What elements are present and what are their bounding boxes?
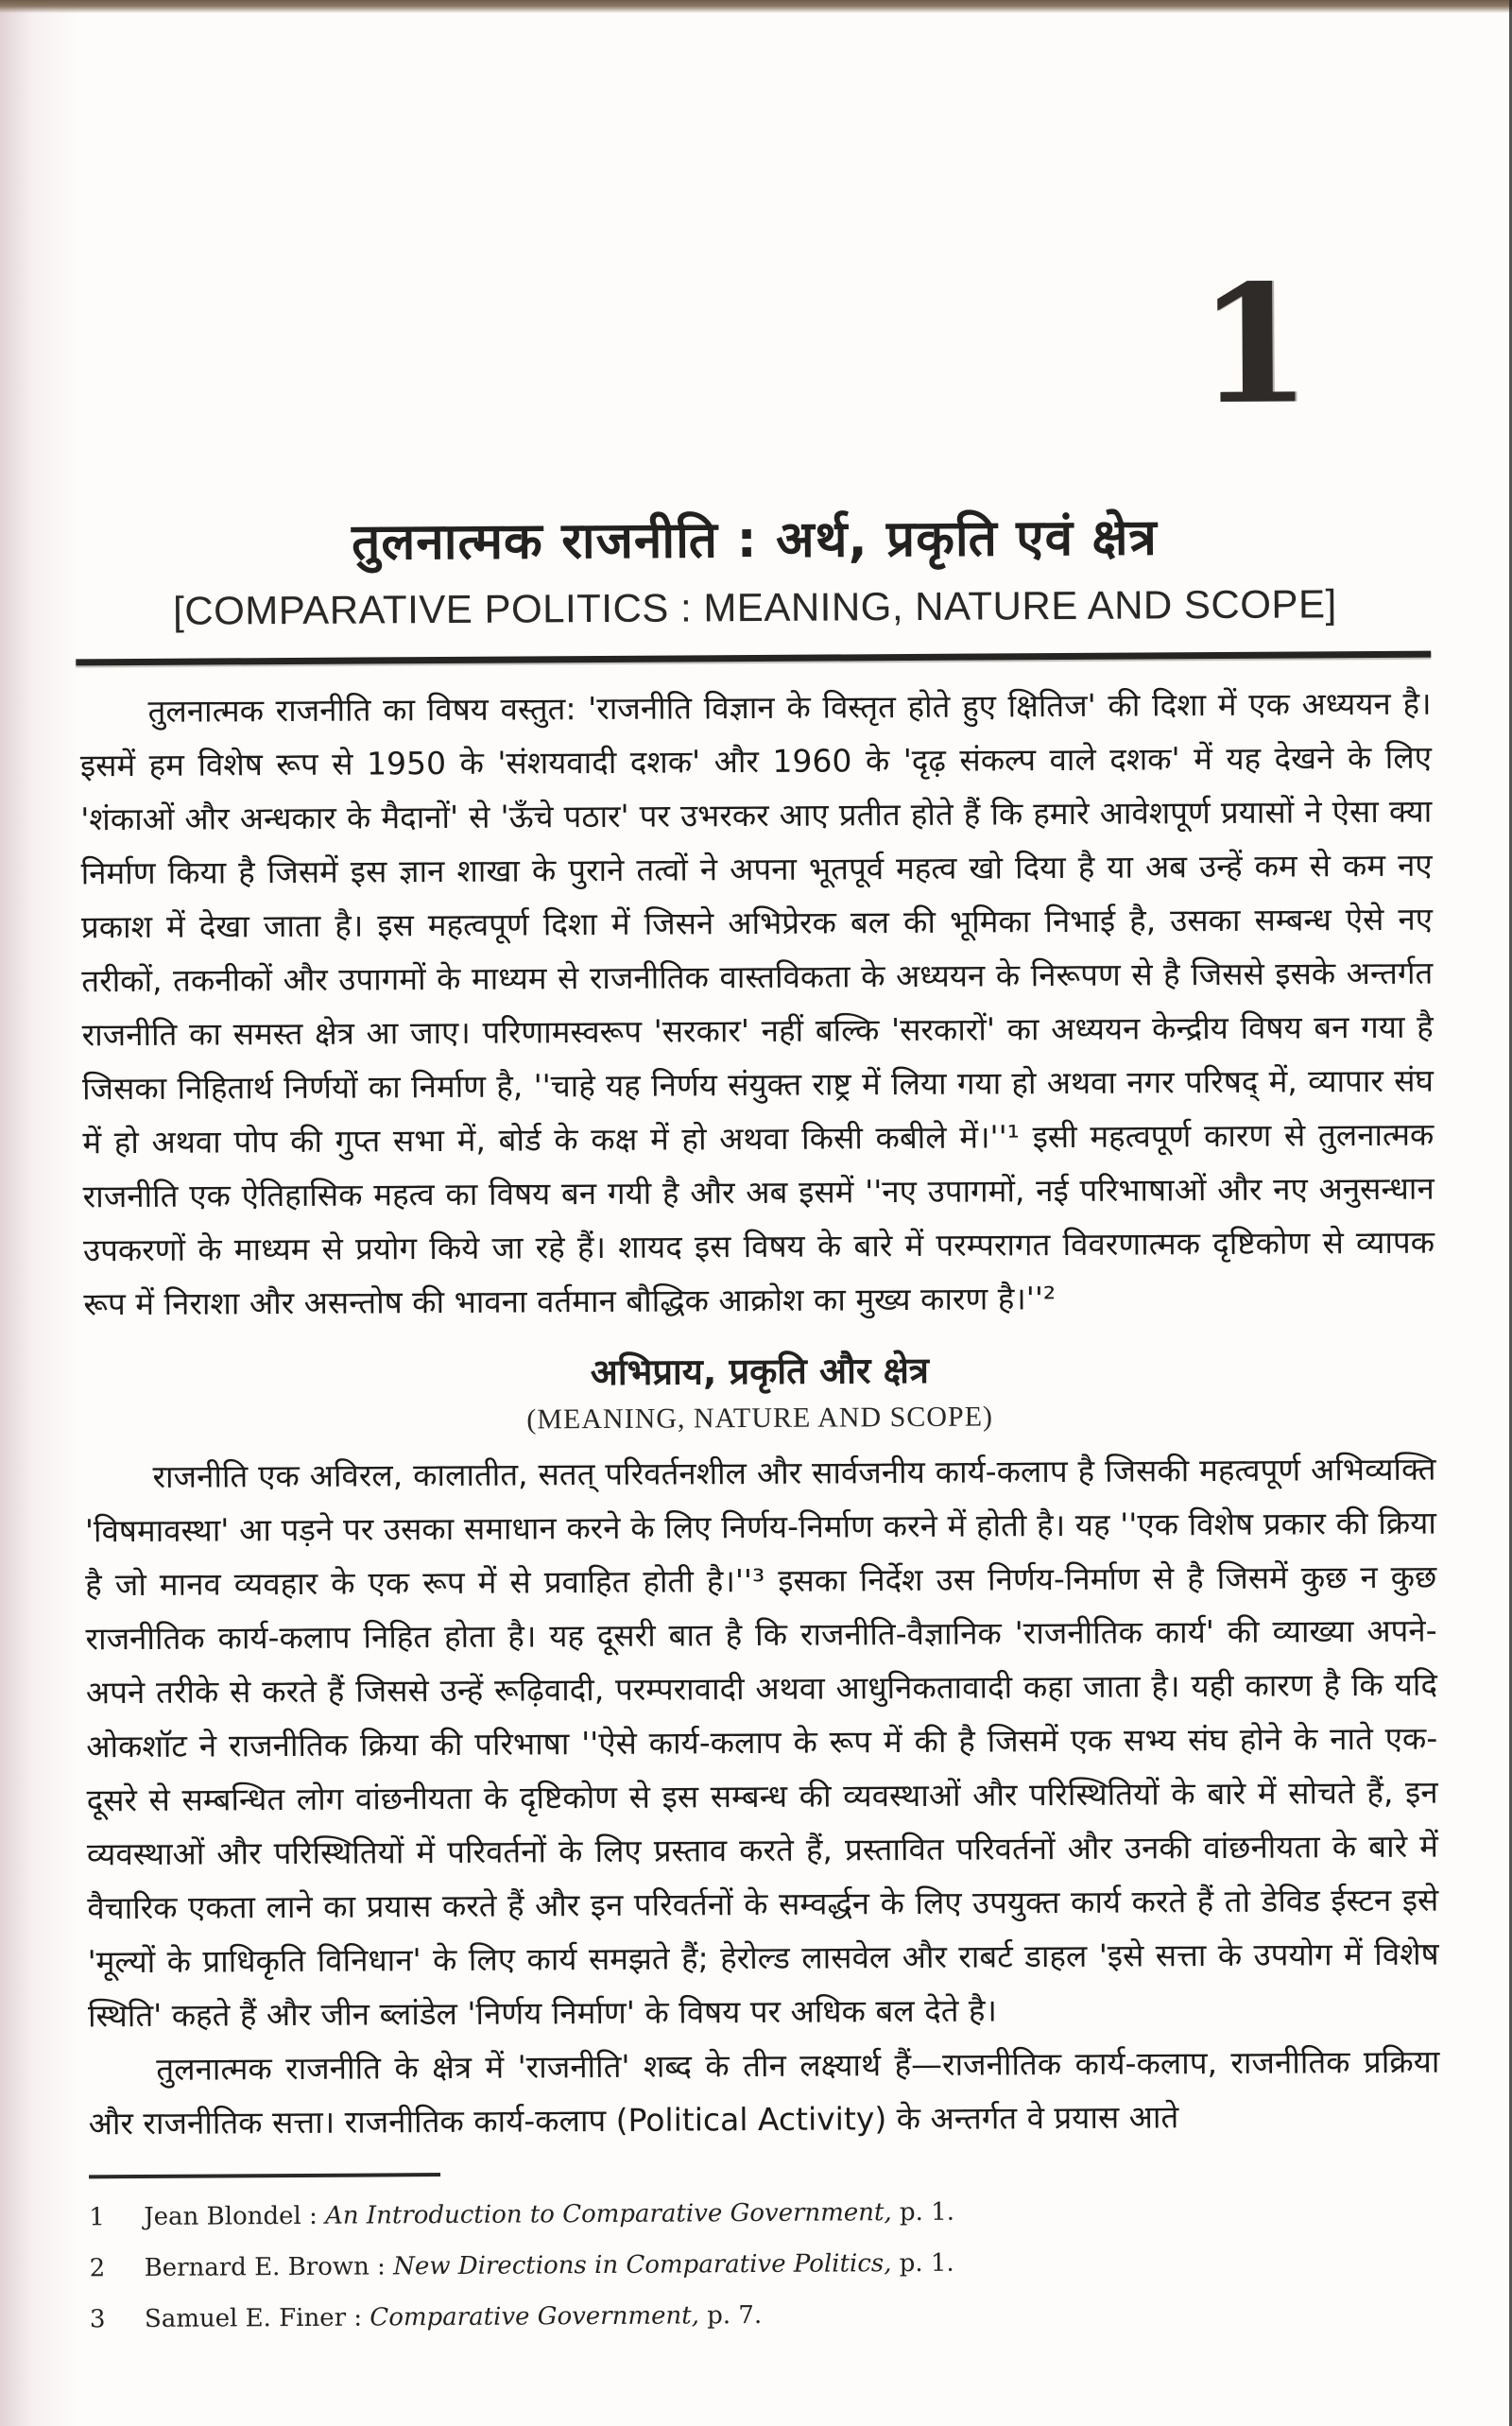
footnote-author: Samuel E. Finer : — [144, 2303, 370, 2333]
footnote-number: 1 — [89, 2203, 105, 2232]
chapter-title-english: [COMPARATIVE POLITICS : MEANING, NATURE AND SCOPE] — [173, 581, 1337, 633]
three-meanings-paragraph: तुलनात्मक राजनीति के क्षेत्र में 'राजनीति' शब्द के तीन लक्ष्यार्थ हैं—राजनीतिक कार्य-कलाप, राजनीतिक प्रक्रिया और राजनीतिक सत्ता। राजनीतिक कार्य-कलाप (Political Activity) के अन्तर्गत वे प्रयास आते — [88, 2042, 1440, 2142]
footnote-number: 3 — [89, 2305, 106, 2334]
footnote-citation — [144, 2184, 1440, 2243]
footnote-citation — [145, 2286, 1441, 2345]
footnote-row — [89, 2184, 1440, 2244]
footnote-title: Comparative Government, — [369, 2301, 700, 2332]
chapter-title-hindi: तुलनात्मक राजनीति : अर्थ, प्रकृति एवं क्षेत्र — [352, 508, 1158, 572]
footnote-page-ref: p. 7. — [698, 2300, 763, 2331]
footnote-row — [90, 2286, 1441, 2346]
title-divider — [76, 651, 1431, 666]
footnote-page-ref: p. 1. — [891, 2248, 954, 2279]
footnote-title: New Directions in Comparative Politics, — [393, 2249, 892, 2281]
meaning-nature-scope-paragraph: राजनीति एक अविरल, कालातीत, सतत् परिवर्तनशील और सार्वजनीय कार्य-कलाप है जिसकी महत्वपूर्ण अभिव्यक्ति 'विषमावस्था' आ पड़ने पर उसका समाधान करने के लिए निर्णय-निर्माण करने में होती है। यह ''एक विशेष प्रकार की क्रिया है जो मानव व्यवहार के एक रूप में से प्रवाहित होती है।''³ इसका निर्देश उस निर्णय-निर्माण से है जिसमें कुछ न कुछ राजनीतिक कार्य-कलाप निहित होता है। यह दूसरी बात है कि राजनीति-वैज्ञानिक 'राजनीतिक कार्य' की व्याख्या अपने-अपने तरीके से करते हैं जिससे उन्हें रूढ़िवादी, परम्परावादी अथवा आधुनिकतावादी कहा जाता है। यही कारण है कि यदि ओकशॉट ने राजनीतिक क्रिया की परिभाषा ''ऐसे कार्य-कलाप के रूप में की है जिसमें एक सभ्य संघ होने के नाते एक-दूसरे से सम्बन्धित लोग वांछनीयता के दृष्टिकोण से इस सम्बन्ध की व्यवस्थाओं और परिस्थितियों के बारे में सोचते हैं, इन व्यवस्थाओं और परिस्थितियों में परिवर्तनों के लिए प्रस्ताव करते हैं, प्रस्तावित परिवर्तनों और उनकी वांछनीयता के बारे में वैचारिक एकता लाने का प्रयास करते हैं और इन परिवर्तनों के सम्वर्द्धन के लिए उपयुक्त कार्य करते हैं तो डेविड ईस्टन इसे 'मूल्यों के प्राधिकृति विनिधान' के लिए कार्य समझते हैं; हेरोल्ड लासवेल और राबर्ट डाहल 'इसे सत्ता के उपयोग में विशेष स्थिति' कहते हैं और जीन ब्लांडेल 'निर्णय निर्माण' के विषय पर अधिक बल देते है। — [84, 1450, 1439, 2035]
intro-paragraph: तुलनात्मक राजनीति का विषय वस्तुत: 'राजनीति विज्ञान के विस्तृत होते हुए क्षितिज' की दिशा में एक अध्ययन है। इसमें हम विशेष रूप से 1950 के 'संशयवादी दशक' और 1960 के 'दृढ़ संकल्प वाले दशक' में यह देखने के लिए 'शंकाओं और अन्धकार के मैदानों' से 'ऊँचे पठार' पर उभरकर आए प्रतीत होते हैं कि हमारे आवेशपूर्ण प्रयासों ने ऐसा क्या निर्माण किया है जिसमें इस ज्ञान शाखा के पुराने तत्वों ने अपना भूतपूर्व महत्व खो दिया है या अब उन्हें कम से कम नए प्रकाश में देखा जाता है। इस महत्वपूर्ण दिशा में जिसने अभिप्रेरक बल की भूमिका निभाई है, उसका सम्बन्ध ऐसे नए तरीकों, तकनीकों और उपागमों के माध्यम से राजनीतिक वास्तविकता के अध्ययन के निरूपण से है जिससे इसके अन्तर्गत राजनीति का समस्त क्षेत्र आ जाए। परिणामस्वरूप 'सरकार' नहीं बल्कि 'सरकारों' का अध्ययन केन्द्रीय विषय बन गया है जिसका निहितार्थ निर्णयों का निर्माण है, ''चाहे यह निर्णय संयुक्त राष्ट्र में लिया गया हो अथवा नगर परिषद् में, व्यापार संघ में हो अथवा पोप की गुप्त सभा में, बोर्ड के कक्ष में हो अथवा किसी कबीले में।''¹ इसी महत्वपूर्ण कारण से तुलनात्मक राजनीति एक ऐतिहासिक महत्व का विषय बन गयी है और अब इसमें ''नए उपागमों, नई परिभाषाओं और नए अनुसन्धान उपकरणों के माध्यम से प्रयोग किये जा रहे हैं। शायद इस विषय के बारे में परम्परागत विवरणात्मक दृष्टिकोण से व्यापक रूप में निराशा और असन्तोष की भावना वर्तमान बौद्धिक आक्रोश का मुख्य कारण है।''² — [79, 684, 1435, 1323]
footnote-row — [89, 2235, 1440, 2295]
footnote-citation — [144, 2235, 1440, 2294]
footnote-number: 2 — [89, 2254, 106, 2283]
section-heading-hindi: अभिप्राय, प्रकृति और क्षेत्र — [590, 1349, 930, 1394]
footnotes-section — [89, 2167, 1441, 2346]
footnote-page-ref: p. 1. — [891, 2197, 955, 2228]
chapter-number: 1 — [1196, 248, 1312, 441]
footnote-author: Jean Blondel : — [144, 2201, 326, 2231]
footnote-author: Bernard E. Brown : — [144, 2252, 394, 2282]
section-heading-english: (MEANING, NATURE AND SCOPE) — [526, 1401, 994, 1436]
scan-edge-top — [0, 0, 1512, 13]
footnote-divider — [89, 2173, 440, 2178]
footnote-title: An Introduction to Comparative Government, — [325, 2198, 892, 2230]
page-content — [76, 0, 1441, 2345]
scan-edge-left — [0, 0, 80, 2426]
